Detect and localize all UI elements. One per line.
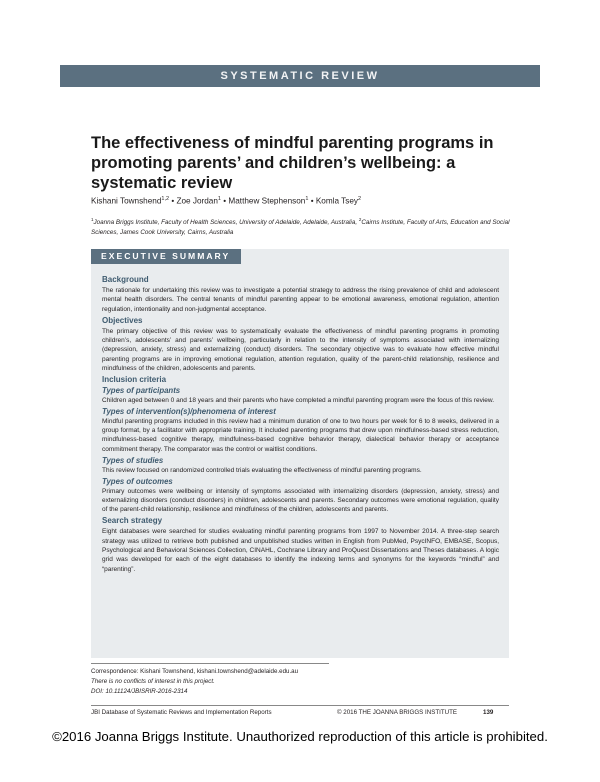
- objectives-heading: Objectives: [102, 315, 143, 325]
- author-name: Zoe Jordan: [176, 196, 218, 206]
- outcomes-text: Primary outcomes were wellbeing or intensity of symptoms associated with internalizing disorders (depression, anxiety, stress) and externalizing disorders (conduct disorders) in children, adolescents and parents. Secondary outcomes were emotional regulation, quality of the parent-child relationship, resilience and mindfulness of the children, adolescents and parents.: [102, 487, 499, 514]
- author-name: Komla Tsey: [315, 196, 359, 206]
- affiliation-number: 1: [91, 217, 94, 222]
- affiliation-text: Joanna Briggs Institute, Faculty of Health Sciences, University of Adelaide, Adelaide, Australia,: [93, 219, 358, 227]
- author-separator: •: [310, 196, 314, 206]
- conflicts-text: There is no conflicts of interest in this project.: [91, 678, 215, 685]
- affiliation-text: Cairns Institute, Faculty of Arts, Education and Social Sciences, James Cook University, Cairns, Australia: [91, 219, 510, 236]
- background-text: The rationale for undertaking this review was to investigate a potential strategy to address the rising prevalence of child and adolescent mental health disorders. The central tenants of mindful parenting appear to be emotional awareness, emotional regulation, attention regulation, intentionality and non-judgmental acceptance.: [102, 287, 499, 313]
- section-banner: [60, 65, 540, 87]
- journal-name: JBI Database of Systematic Reviews and Implementation Reports: [91, 709, 272, 716]
- interventions-heading: Types of intervention(s)/phenomena of interest: [102, 407, 276, 417]
- doi-text: DOI: 10.11124/JBISRIR-2016-2314: [91, 688, 188, 695]
- page-number: 139: [483, 709, 494, 716]
- inclusion-criteria-heading: Inclusion criteria: [102, 375, 167, 385]
- executive-summary-body: [102, 273, 499, 576]
- author-affiliation-marker: 1: [217, 196, 221, 202]
- background-heading: Background: [102, 275, 149, 284]
- author-list: [91, 196, 361, 206]
- interventions-text: Mindful parenting programs included in this review had a minimum duration of one to two hours per week for 6 to 8 weeks, delivered in a group format, by a facilitator with appropriate training. It included parenting programs that drew upon mindfulness-based stress reduction, mindfulness-based cognitive therapy, mindfulness-based cognitive behavior therapy, dialectical behavior therapy or acceptance commitment therapy. The comparator was the control or waitlist conditions.: [102, 417, 499, 453]
- studies-text: This review focused on randomized controlled trials evaluating the effectiveness of mindful parenting programs.: [102, 466, 422, 474]
- correspondence-block: [91, 667, 491, 697]
- footer-divider: [91, 705, 509, 706]
- outcomes-heading: Types of outcomes: [102, 476, 173, 486]
- author-name: Matthew Stephenson: [228, 196, 306, 206]
- author-separator: •: [171, 196, 175, 206]
- author-affiliation-marker: 2: [358, 196, 362, 202]
- studies-heading: Types of studies: [102, 456, 164, 466]
- author-affiliation-marker: 1,2: [161, 196, 170, 202]
- author-separator: •: [223, 196, 227, 206]
- author-affiliation-marker: 1: [305, 196, 309, 202]
- correspondence-text: Correspondence: Kishani Townshend, kishani.townshend@adelaide.edu.au: [91, 668, 299, 675]
- executive-summary-label: EXECUTIVE SUMMARY: [101, 251, 231, 261]
- participants-heading: Types of participants: [102, 386, 181, 396]
- search-strategy-text: Eight databases were searched for studies evaluating mindful parenting programs from 1997 to November 2014. A three-step search strategy was utilized to retrieve both published and unpublished studies written in English from PubMed, PsycINFO, EMBASE, Scopus, Psychological and Behavioral Sciences Collection, CINAHL, Cochrane Library and ProQuest Dissertations and Theses databases. A logic grid was developed for each of the eight databases to identify the indexing terms and synonyms for the keywords “mindful” and “parenting”.: [102, 528, 499, 573]
- author-name: Kishani Townshend: [91, 196, 162, 206]
- article-title: The effectiveness of mindful parenting programs in promoting parents’ and children’s wellbeing: a systematic review: [91, 134, 494, 192]
- footnote-divider: [91, 663, 329, 664]
- banner-label: SYSTEMATIC REVIEW: [220, 70, 380, 82]
- footer-copyright: © 2016 THE JOANNA BRIGGS INSTITUTE: [337, 709, 457, 716]
- affiliation-number: 2: [358, 217, 362, 222]
- executive-summary-header: [91, 249, 241, 264]
- affiliations: [91, 215, 511, 237]
- participants-text: Children aged between 0 and 18 years and their parents who have completed a mindful parenting program were the focus of this review.: [102, 396, 495, 404]
- objectives-text: The primary objective of this review was to systematically evaluate the effectiveness of mindful parenting programs in promoting children’s, adolescents’ and parents’ wellbeing, particularly in relation to the intensity of symptoms associated with internalizing (depression, anxiety, stress) and externalizing (conduct) disorders. The secondary objective was to evaluate how effective mindful parenting programs are in improving emotional regulation, attention regulation, quality of the parent-child relationship, resilience and mindfulness of the children, adolescents and parents.: [102, 327, 499, 373]
- reproduction-notice: ©2016 Joanna Briggs Institute. Unauthorized reproduction of this article is prohibited.: [52, 729, 548, 744]
- search-strategy-heading: Search strategy: [102, 516, 163, 526]
